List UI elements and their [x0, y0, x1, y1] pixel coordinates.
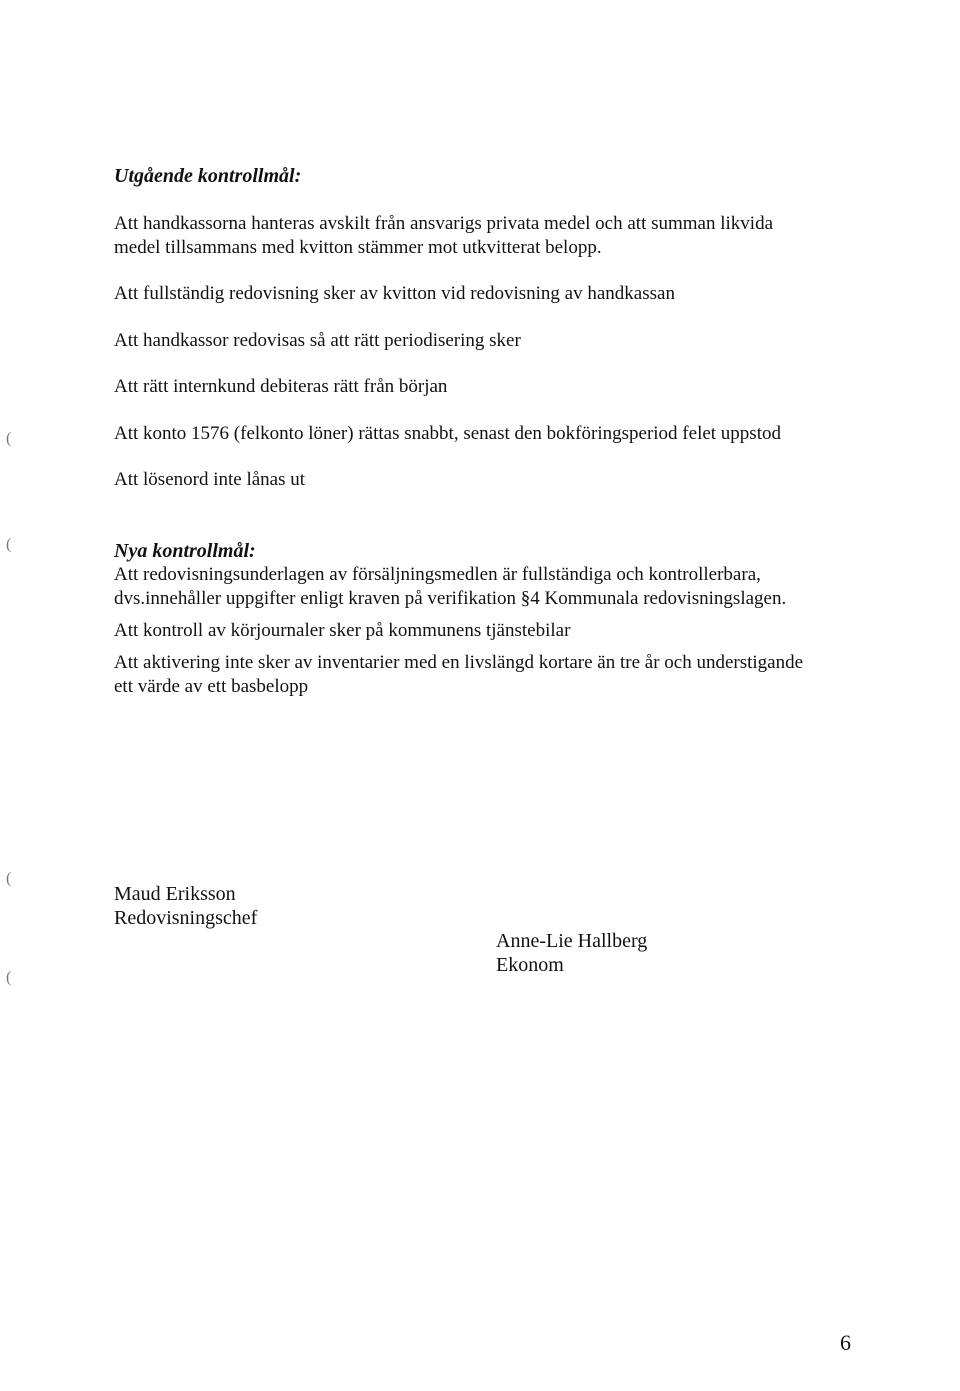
outgoing-item-2 — [114, 282, 834, 306]
signature-1-name: Maud Eriksson — [114, 883, 236, 905]
margin-mark-2: ( — [6, 536, 12, 553]
outgoing-item-4 — [114, 375, 834, 399]
outgoing-item-5 — [114, 422, 834, 446]
new-heading: Nya kontrollmål: — [114, 540, 256, 562]
outgoing-heading: Utgående kontrollmål: — [114, 165, 302, 187]
outgoing-item-6 — [114, 468, 834, 492]
signature-2-name: Anne-Lie Hallberg — [496, 930, 648, 952]
signature-1-title: Redovisningschef — [114, 907, 258, 929]
signature-2-title: Ekonom — [496, 954, 564, 976]
outgoing-item-1-line-1: Att handkassorna hanteras avskilt från ansvarigs privata medel och att summan likvida — [114, 213, 774, 234]
signature-block-2 — [496, 929, 647, 977]
new-item-1 — [114, 563, 834, 611]
outgoing-item-1 — [114, 212, 834, 260]
outgoing-item-5-line-1: Att konto 1576 (felkonto löner) rättas snabbt, senast den bokföringsperiod felet uppstod — [114, 423, 781, 444]
margin-mark-3: ( — [6, 870, 12, 887]
outgoing-item-6-line-1: Att lösenord inte lånas ut — [114, 469, 306, 490]
outgoing-item-4-line-1: Att rätt internkund debiteras rätt från början — [114, 376, 448, 397]
new-item-1-line-2: dvs.innehåller uppgifter enligt kraven på verifikation §4 Kommunala redovisningslagen. — [114, 588, 787, 609]
new-item-1-line-1: Att redovisningsunderlagen av försäljningsmedlen är fullständiga och kontrollerbara, — [114, 564, 761, 585]
page-number: 6 — [840, 1330, 851, 1355]
outgoing-item-3 — [114, 329, 834, 353]
outgoing-item-3-line-1: Att handkassor redovisas så att rätt periodisering sker — [114, 330, 521, 351]
margin-mark-4: ( — [6, 969, 12, 986]
outgoing-item-2-line-1: Att fullständig redovisning sker av kvitton vid redovisning av handkassan — [114, 283, 675, 304]
new-item-2 — [114, 619, 834, 643]
outgoing-item-1-line-2: medel tillsammans med kvitton stämmer mot utkvitterat belopp. — [114, 237, 602, 258]
new-item-3-line-2: ett värde av ett basbelopp — [114, 676, 309, 697]
margin-mark-1: ( — [6, 430, 12, 447]
new-item-3 — [114, 651, 834, 699]
new-item-2-line-1: Att kontroll av körjournaler sker på kommunens tjänstebilar — [114, 620, 571, 641]
new-item-3-line-1: Att aktivering inte sker av inventarier med en livslängd kortare än tre år och understigande — [114, 652, 804, 673]
signature-block-1 — [114, 882, 257, 930]
